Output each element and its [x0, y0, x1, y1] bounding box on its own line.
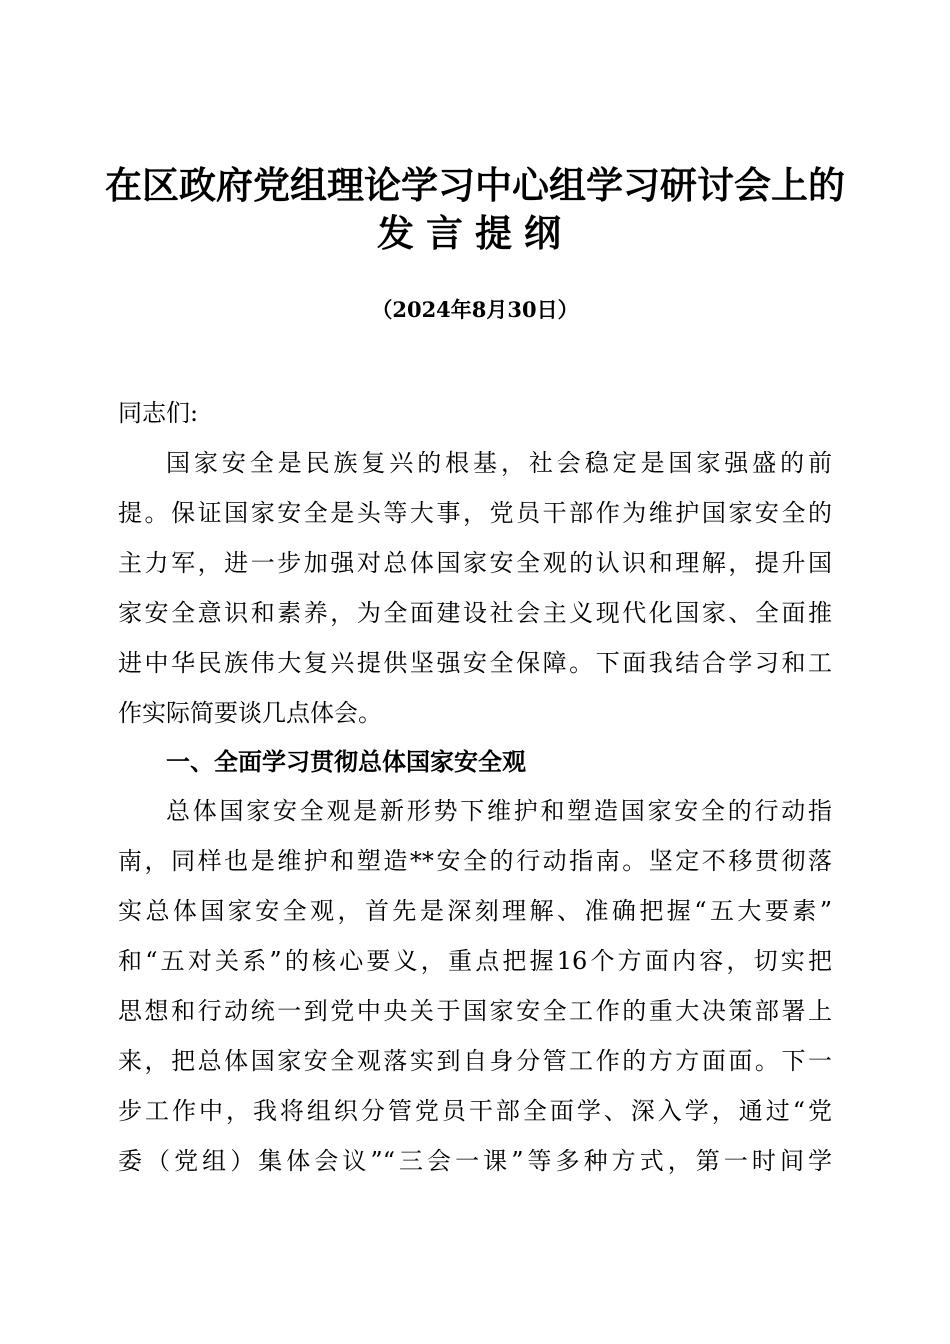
- paragraph-line: 委（党组）集体会议”“三会一课”等多种方式，第一时间学: [118, 1147, 832, 1175]
- document-title-line-1: 在区政府党组理论学习中心组学习研讨会上的: [105, 164, 845, 207]
- paragraph-line: 来，把总体国家安全观落实到自身分管工作的方方面面。下一: [118, 1047, 832, 1075]
- paragraph-line: 实总体国家安全观，首先是深刻理解、准确把握“五大要素”: [118, 897, 832, 925]
- section-heading-1: 一、全面学习贯彻总体国家安全观: [166, 748, 526, 776]
- paragraph-line: 作实际简要谈几点体会。: [118, 699, 382, 727]
- paragraph-line: 进中华民族伟大复兴提供坚强安全保障。下面我结合学习和工: [118, 649, 832, 677]
- document-title-line-2: 发言提纲: [377, 212, 573, 255]
- greeting: 同志们:: [118, 399, 199, 427]
- paragraph-line: 国家安全是民族复兴的根基，社会稳定是国家强盛的前: [166, 449, 832, 477]
- paragraph-line: 思想和行动统一到党中央关于国家安全工作的重大决策部署上: [118, 997, 832, 1025]
- paragraph-line: 南，同样也是维护和塑造**安全的行动指南。坚定不移贯彻落: [118, 847, 832, 875]
- paragraph-line: 提。保证国家安全是头等大事，党员干部作为维护国家安全的: [118, 499, 832, 527]
- paragraph-line: 家安全意识和素养，为全面建设社会主义现代化国家、全面推: [118, 599, 832, 627]
- paragraph-line: 步工作中，我将组织分管党员干部全面学、深入学，通过“党: [118, 1097, 832, 1125]
- paragraph-line: 总体国家安全观是新形势下维护和塑造国家安全的行动指: [166, 797, 832, 825]
- paragraph-line: 和“五对关系”的核心要义，重点把握16个方面内容，切实把: [118, 947, 832, 975]
- document-date: （2024年8月30日）: [371, 297, 579, 322]
- paragraph-line: 主力军，进一步加强对总体国家安全观的认识和理解，提升国: [118, 549, 832, 577]
